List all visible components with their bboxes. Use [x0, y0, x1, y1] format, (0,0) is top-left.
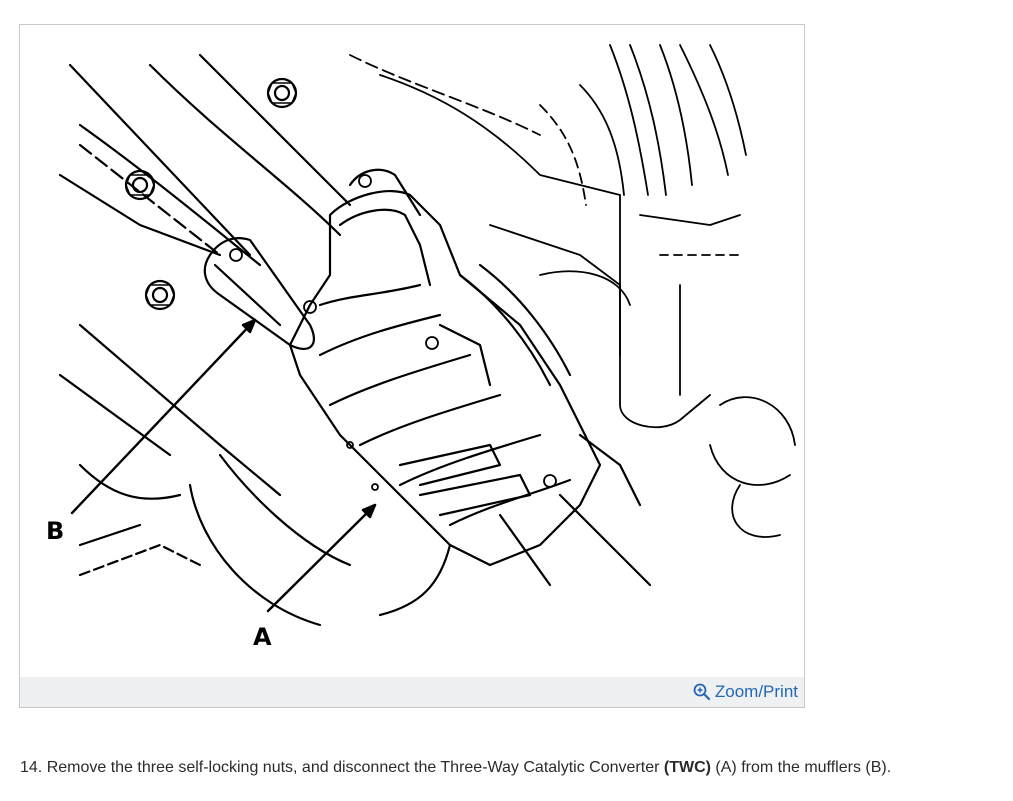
catalytic-converter-diagram — [20, 25, 804, 677]
callout-b: B — [46, 517, 65, 545]
figure-frame — [19, 24, 805, 708]
converter-body — [290, 191, 600, 565]
caption-suffix: (A) from the mufflers (B). — [715, 759, 892, 776]
self-locking-nut — [268, 79, 296, 107]
zoom-print-link[interactable] — [693, 681, 798, 703]
zoom-bar — [20, 677, 804, 707]
self-locking-nut — [146, 281, 174, 309]
chassis-structure — [350, 45, 795, 537]
caption-bold: (TWC) — [663, 759, 711, 776]
leader-lines — [72, 320, 375, 611]
zoom-in-icon — [693, 683, 711, 701]
callout-a: A — [253, 623, 272, 651]
zoom-print-label: Zoom/Print — [714, 682, 798, 701]
muffler-pipes — [60, 55, 350, 575]
rear-pipe-lines — [190, 435, 650, 625]
caption-prefix: 14. Remove the three self-locking nuts, and disconnect the Three-Way Catalytic Converter — [20, 759, 660, 776]
step-caption — [20, 759, 1000, 777]
flange-plate — [205, 170, 420, 349]
mounting-studs — [230, 175, 556, 490]
